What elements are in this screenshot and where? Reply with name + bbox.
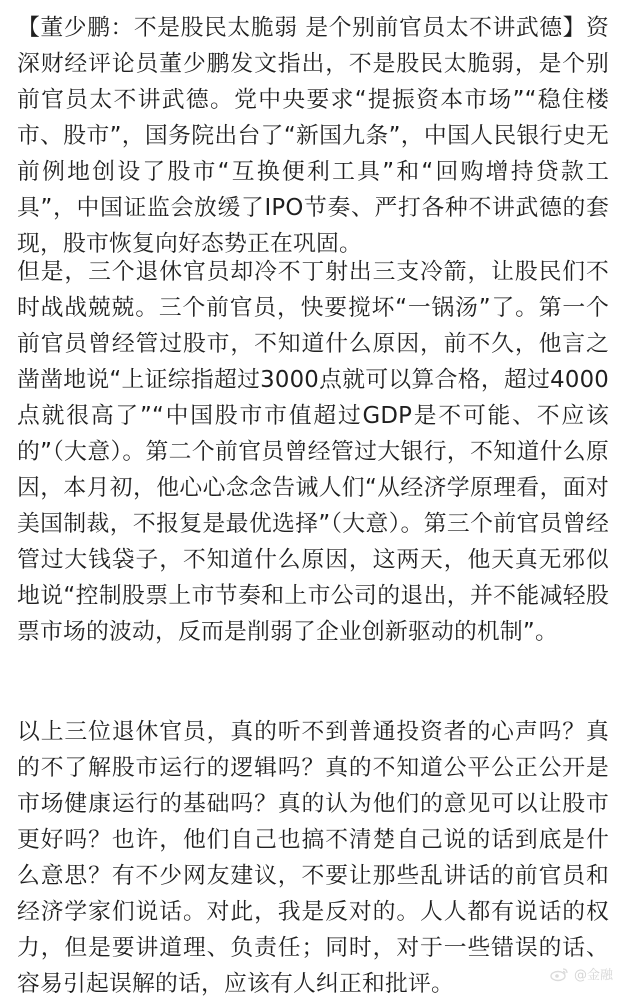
weibo-icon [550, 966, 570, 982]
article-paragraph-3: 以上三位退休官员，真的听不到普通投资者的心声吗？真的不了解股市运行的逻辑吗？真的不知道公平公正公开是市场健康运行的基础吗？真的认为他们的意见可以让股市更好吗？也许，他们自己也搞不清楚自己说的话到底是什么意思？有不少网友建议，不要让那些乱讲话的前官员和经济学家们说话。对此，我是反对的。人人都有说话的权力，但是要讲道理、负责任；同时，对于一些错误的话、容易引起误解的话，应该有人纠正和批评。 [17, 719, 609, 997]
article-paragraph-2: 但是，三个退休官员却冷不丁射出三支冷箭，让股民们不时战战兢兢。三个前官员，快要搅坏“一锅汤”了。第一个前官员曾经管过股市，不知道什么原因，前不久，他言之凿凿地说“上证综指超过3000点就可以算合格，超过4000点就很高了”“中国股市市值超过GDP是不可能、不应该的”（大意）。第二个前官员曾经管过大银行，不知道什么原因，本月初，他心心念念告诫人们“从经济学原理看，面对美国制裁，不报复是最优选择”（大意）。第三个前官员曾经管过大钱袋子，不知道什么原因，这两天，他天真无邪似地说“控制股票上市节奏和上市公司的退出，并不能减轻股票市场的波动，反而是削弱了企业创新驱动的机制”。 [17, 259, 609, 645]
watermark-text: @金融 [573, 968, 613, 983]
weibo-watermark [550, 964, 613, 983]
article-paragraph-1: 【董少鹏：不是股民太脆弱 是个别前官员太不讲武德】资深财经评论员董少鹏发文指出，不是股民太脆弱，是个别前官员太不讲武德。党中央要求“提振资本市场”“稳住楼市、股市”，国务院出台了“新国九条”，中国人民银行史无前例地创设了股市“互换便利工具”和“回购增持贷款工具”，中国证监会放缓了IPO节奏、严打各种不讲武德的套现，股市恢复向好态势正在巩固。 [17, 15, 609, 257]
